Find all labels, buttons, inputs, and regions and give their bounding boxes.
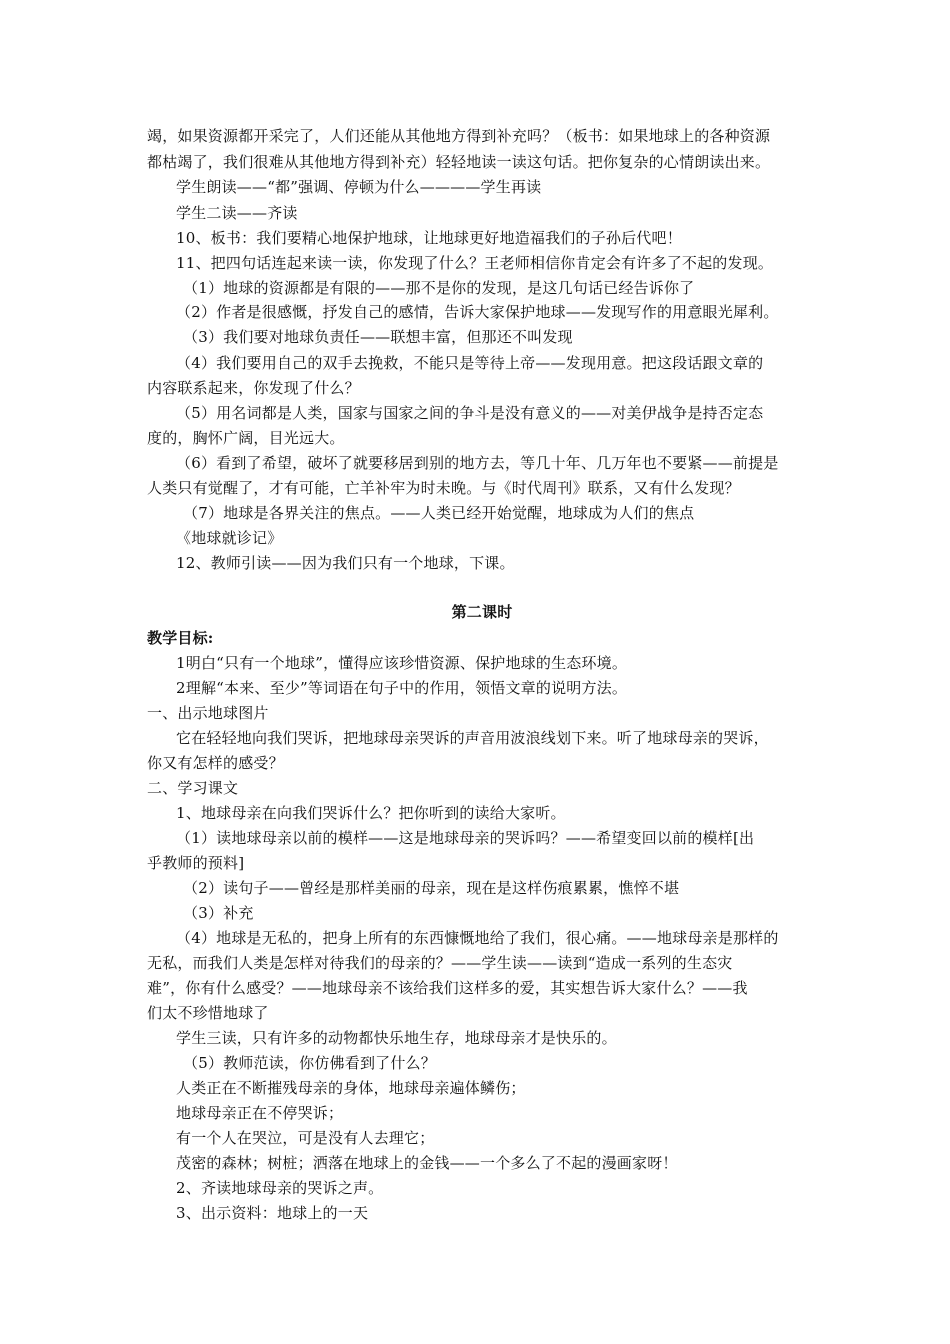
paragraph-line: 们太不珍惜地球了 [147, 1004, 269, 1022]
paragraph-line: （1）地球的资源都是有限的——那不是你的发现，是这几句话已经告诉你了 [183, 279, 695, 297]
paragraph-line: 一、出示地球图片 [147, 704, 269, 722]
paragraph-line: 学生二读——齐读 [176, 204, 298, 222]
paragraph-line: （3）补充 [183, 904, 254, 922]
paragraph-line: 内容联系起来，你发现了什么？ [147, 379, 360, 397]
paragraph-line: 乎教师的预料] [147, 854, 245, 872]
paragraph-line: （4）地球是无私的，把身上所有的东西慷慨地给了我们，很心痛。——地球母亲是那样的 [176, 929, 779, 947]
paragraph-line: （5）教师范读，你仿佛看到了什么？ [183, 1054, 436, 1072]
paragraph-line: 《地球就诊记》 [176, 529, 283, 547]
paragraph-line: 茂密的森林；树桩；洒落在地球上的金钱——一个多么了不起的漫画家呀！ [176, 1154, 678, 1172]
paragraph-line: 10、板书：我们要精心地保护地球，让地球更好地造福我们的子孙后代吧！ [176, 229, 682, 247]
paragraph-line: 二、学习课文 [147, 779, 239, 797]
paragraph-line: （2）读句子——曾经是那样美丽的母亲，现在是这样伤痕累累，憔悴不堪 [183, 879, 680, 897]
paragraph-line: （7）地球是各界关注的焦点。——人类已经开始觉醒，地球成为人们的焦点 [183, 504, 695, 522]
section-heading: 第二课时 [451, 603, 513, 621]
paragraph-line: 你又有怎样的感受？ [147, 754, 284, 772]
paragraph-line: 人类正在不断摧残母亲的身体，地球母亲遍体鳞伤； [176, 1079, 526, 1097]
paragraph-line: 难”，你有什么感受？——地球母亲不该给我们这样多的爱，其实想告诉大家什么？——我 [147, 979, 748, 997]
paragraph-line: 它在轻轻地向我们哭诉，把地球母亲哭诉的声音用波浪线划下来。听了地球母亲的哭诉， [176, 729, 769, 747]
paragraph-line: 3、出示资料：地球上的一天 [176, 1204, 369, 1222]
paragraph-line: （5）用名词都是人类，国家与国家之间的争斗是没有意义的——对美伊战争是持否定态 [176, 404, 764, 422]
paragraph-line: （3）我们要对地球负责任——联想丰富，但那还不叫发现 [183, 328, 573, 346]
paragraph-line: 1明白“只有一个地球”，懂得应该珍惜资源、保护地球的生态环境。 [176, 654, 628, 672]
paragraph-line: 2理解“本来、至少”等词语在句子中的作用，领悟文章的说明方法。 [176, 679, 628, 697]
paragraph-line: 度的，胸怀广阔，目光远大。 [147, 429, 345, 447]
paragraph-line: （2）作者是很感慨，抒发自己的感情，告诉大家保护地球——发现写作的用意眼光犀利。 [176, 303, 779, 321]
paragraph-line: 12、教师引读——因为我们只有一个地球，下课。 [176, 554, 515, 572]
paragraph-line: 11、把四句话连起来读一读，你发现了什么？王老师相信你肯定会有许多了不起的发现。 [176, 254, 774, 272]
paragraph-line: 都枯竭了，我们很难从其他地方得到补充）轻轻地读一读这句话。把你复杂的心情朗读出来。 [147, 153, 771, 171]
paragraph-line: 学生三读，只有许多的动物都快乐地生存，地球母亲才是快乐的。 [176, 1029, 617, 1047]
paragraph-line: 无私，而我们人类是怎样对待我们的母亲的？——学生读——读到“造成一系列的生态灾 [147, 954, 733, 972]
paragraph-line: 有一个人在哭泣，可是没有人去理它； [176, 1129, 435, 1147]
paragraph-line: 竭，如果资源都开采完了，人们还能从其他地方得到补充吗？（板书：如果地球上的各种资源 [147, 127, 771, 145]
paragraph-line: （6）看到了希望，破坏了就要移居到别的地方去，等几十年、几万年也不要紧——前提是 [176, 454, 779, 472]
paragraph-line: （4）我们要用自己的双手去挽救，不能只是等待上帝——发现用意。把这段话跟文章的 [176, 354, 764, 372]
paragraph-line: 学生朗读——“都”强调、停顿为什么————学生再读 [176, 178, 542, 196]
paragraph-line: 1、地球母亲在向我们哭诉什么？把你听到的读给大家听。 [176, 804, 566, 822]
paragraph-line: （1）读地球母亲以前的模样——这是地球母亲的哭诉吗？——希望变回以前的模样[出 [176, 829, 755, 847]
paragraph-line: 人类只有觉醒了，才有可能，亡羊补牢为时未晚。与《时代周刊》联系，又有什么发现？ [147, 479, 740, 497]
paragraph-line: 地球母亲正在不停哭诉； [176, 1104, 344, 1122]
subheading-teaching-goals: 教学目标: [147, 629, 214, 647]
paragraph-line: 2、齐读地球母亲的哭诉之声。 [176, 1179, 384, 1197]
